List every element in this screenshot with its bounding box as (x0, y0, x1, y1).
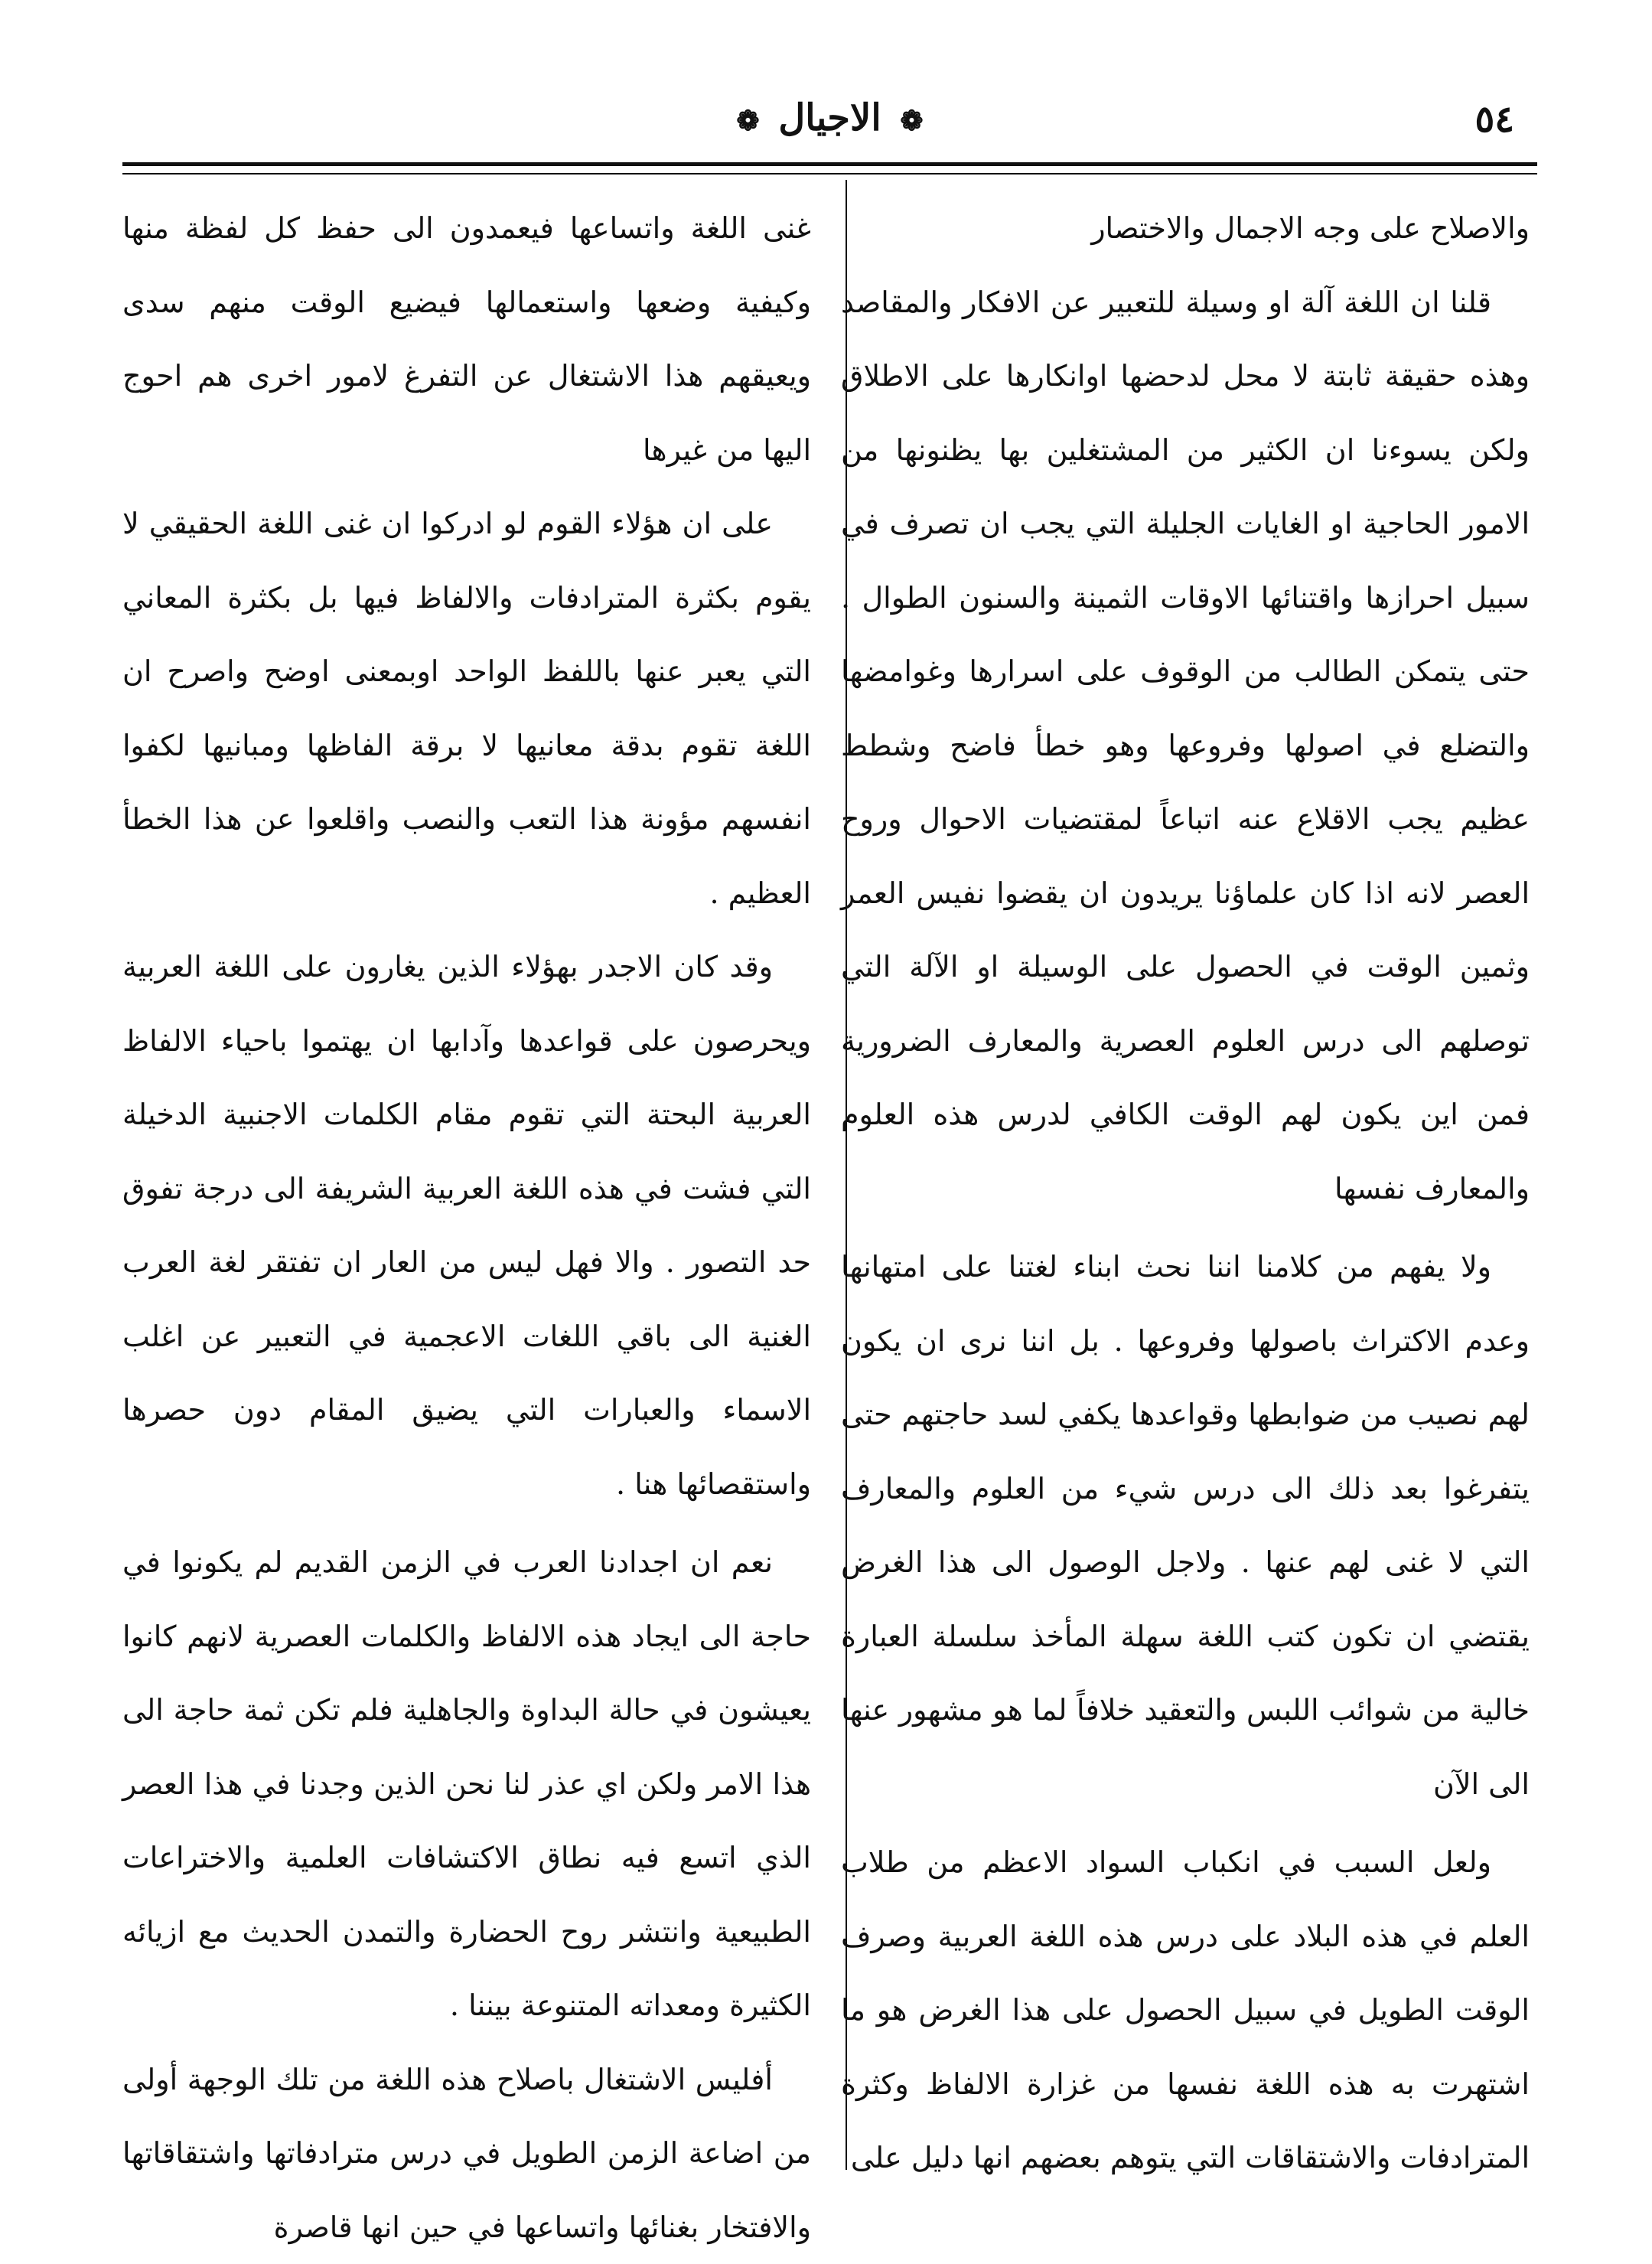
running-title: الاجيال (778, 96, 881, 139)
paragraph: وقد كان الاجدر بهؤلاء الذين يغارون على اللغة العربية ويحرصون على قواعدها وآدابها ان يهتموا باحياء الالفاظ العربية البحتة التي تقوم مقام الكلمات الاجنبية الدخيلة التي فشت في هذه اللغة العربية الشريفة الى درجة تفوق حد التصور . والا فهل ليس من العار ان تفتقر لغة العرب الغنية الى باقي اللغات الاعجمية في التعبير عن اغلب الاسماء والعبارات التي يضيق المقام دون حصرها واستقصائها هنا . (122, 930, 811, 1521)
ornament-icon: ❁ (736, 105, 759, 137)
paragraph: على ان هؤلاء القوم لو ادركوا ان غنى اللغة الحقيقي لا يقوم بكثرة المترادفات والالفاظ فيها بل بكثرة المعاني التي يعبر عنها باللفظ الواحد اوبمعنى اوضح واصرح ان اللغة تقوم بدقة معانيها لا برقة الفاظها ومبانيها لكفوا انفسهم مؤونة هذا التعب والنصب واقلعوا عن هذا الخطأ العظيم . (122, 487, 811, 930)
page-header (122, 92, 1537, 168)
ornament-icon: ❁ (900, 105, 923, 137)
left-column (122, 191, 811, 2264)
paragraph: ولعل السبب في انكباب السواد الاعظم من طلاب العلم في هذه البلاد على درس هذه اللغة العربية وصرف الوقت الطويل في سبيل الحصول على هذا الغرض هو ما اشتهرت به هذه اللغة نفسها من غزارة الالفاظ وكثرة المترادفات والاشتقاقات التي يتوهم بعضهم انها دليل على (841, 1825, 1530, 2195)
right-column (841, 191, 1530, 2195)
header-rule-thin (122, 173, 1537, 175)
paragraph: غنى اللغة واتساعها فيعمدون الى حفظ كل لفظة منها وكيفية وضعها واستعمالها فيضيع الوقت منهم سدى ويعيقهم هذا الاشتغال عن التفرغ لامور اخرى هم احوج اليها من غيرها (122, 191, 811, 487)
paragraph: والاصلاح على وجه الاجمال والاختصار (841, 191, 1530, 266)
running-title-block (122, 96, 1537, 139)
header-rule (122, 162, 1537, 166)
paragraph: ولا يفهم من كلامنا اننا نحث ابناء لغتنا على امتهانها وعدم الاكتراث باصولها وفروعها . بل اننا نرى ان يكون لهم نصيب من ضوابطها وقواعدها يكفي لسد حاجتهم حتى يتفرغوا بعد ذلك الى درس شيء من العلوم والمعارف التي لا غنى لهم عنها . ولاجل الوصول الى هذا الغرض يقتضي ان تكون كتب اللغة سهلة المأخذ سلسلة العبارة خالية من شوائب اللبس والتعقيد خلافاً لما هو مشهور عنها الى الآن (841, 1230, 1530, 1821)
page-number: ٥٤ (1474, 98, 1514, 141)
paragraph: قلنا ان اللغة آلة او وسيلة للتعبير عن الافكار والمقاصد وهذه حقيقة ثابتة لا محل لدحضها اوانكارها على الاطلاق ولكن يسوءنا ان الكثير من المشتغلين بها يظنونها من الامور الحاجية او الغايات الجليلة التي يجب ان تصرف في سبيل احرازها واقتنائها الاوقات الثمينة والسنون الطوال . حتى يتمكن الطالب من الوقوف على اسرارها وغوامضها والتضلع في اصولها وفروعها وهو خطأ فاضح وشطط عظيم يجب الاقلاع عنه اتباعاً لمقتضيات الاحوال وروح العصر لانه اذا كان علماؤنا يريدون ان يقضوا نفيس العمر وثمين الوقت في الحصول على الوسيلة او الآلة التي توصلهم الى درس العلوم العصرية والمعارف الضرورية فمن اين يكون لهم الوقت الكافي لدرس هذه العلوم والمعارف نفسها (841, 266, 1530, 1226)
paragraph: أفليس الاشتغال باصلاح هذه اللغة من تلك الوجهة أولى من اضاعة الزمن الطويل في درس مترادفاتها واشتقاقاتها والافتخار بغنائها واتساعها في حين انها قاصرة (122, 2043, 811, 2264)
paragraph: نعم ان اجدادنا العرب في الزمن القديم لم يكونوا في حاجة الى ايجاد هذه الالفاظ والكلمات العصرية لانهم كانوا يعيشون في حالة البداوة والجاهلية فلم تكن ثمة حاجة الى هذا الامر ولكن اي عذر لنا نحن الذين وجدنا في هذا العصر الذي اتسع فيه نطاق الاكتشافات العلمية والاختراعات الطبيعية وانتشر روح الحضارة والتمدن الحديث مع ازيائه الكثيرة ومعداته المتنوعة بيننا . (122, 1525, 811, 2043)
